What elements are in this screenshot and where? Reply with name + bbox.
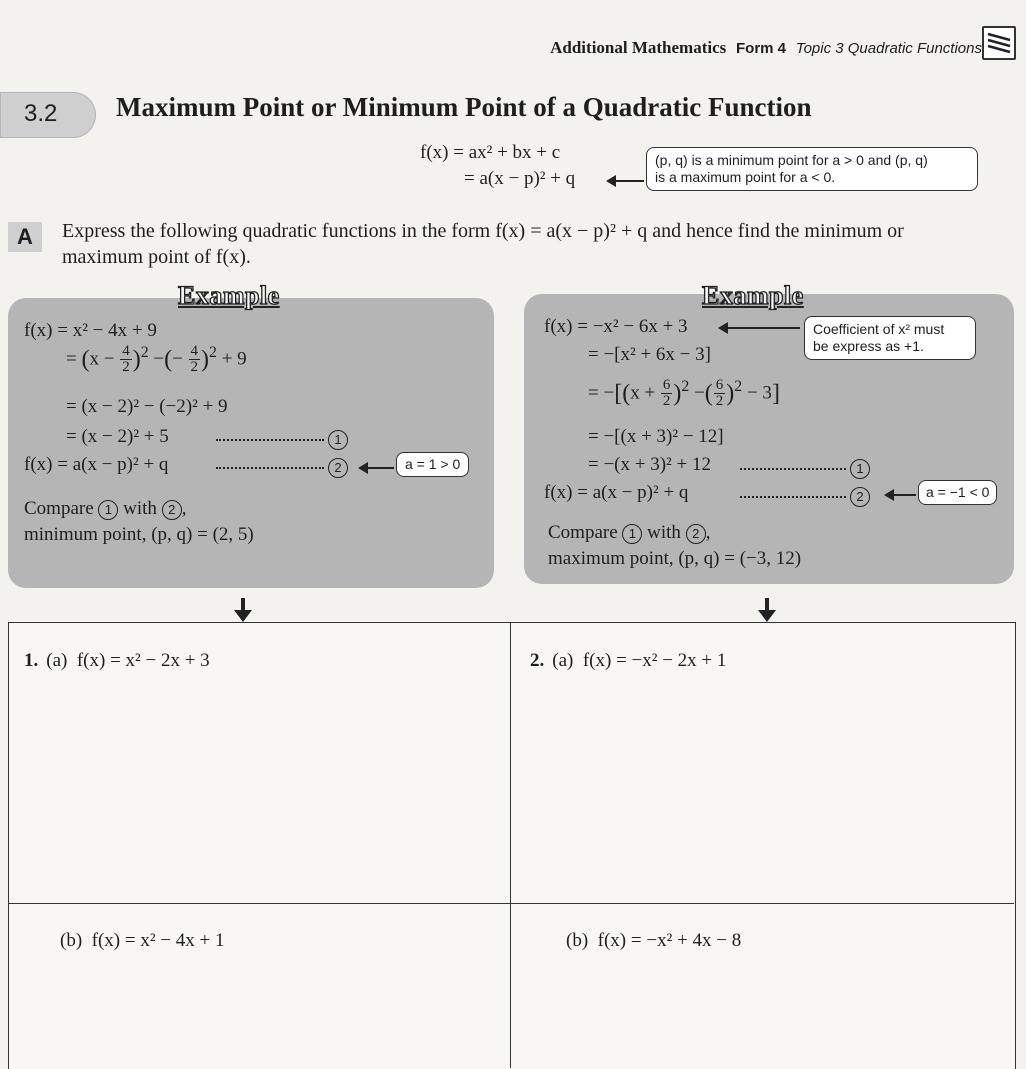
ex1-a-callout: a = 1 > 0 xyxy=(396,452,469,477)
ex1-line1: f(x) = x² − 4x + 9 xyxy=(24,320,157,341)
topic-label: Topic 3 Quadratic Functions xyxy=(795,40,982,57)
ex2-line5-marker: 1 xyxy=(740,459,870,479)
section-number-badge: 3.2 xyxy=(0,92,96,138)
ex2-result: maximum point, (p, q) = (−3, 12) xyxy=(548,548,802,569)
down-arrow-icon xyxy=(234,610,252,622)
general-form-line1: f(x) = ax² + bx + c xyxy=(420,142,561,163)
ex1-line4: = (x − 2)² + 5 xyxy=(66,426,169,447)
publisher-logo-icon xyxy=(982,26,1016,60)
left-arrow-icon xyxy=(720,327,800,329)
section-title: Maximum Point or Minimum Point of a Quadratic Function xyxy=(116,92,812,122)
example1-heading: Example xyxy=(178,281,280,310)
part-a-instruction xyxy=(62,218,1022,270)
ex2-line5: = −(x + 3)² + 12 xyxy=(588,454,711,475)
ex1-line5: f(x) = a(x − p)² + q xyxy=(24,454,169,475)
example2-heading: Example xyxy=(702,281,804,310)
ex2-line6: f(x) = a(x − p)² + q xyxy=(544,482,689,503)
ex2-line3: = −[(x + $\frac{6}{2}$ )$^2$ −( $\frac{6}{2}$ )$^2$ − 3] xyxy=(588,377,780,410)
general-form-line2: = a(x − p)² + q xyxy=(464,168,576,189)
answer-grid xyxy=(8,622,1016,1069)
ex1-line5-marker: 2 xyxy=(216,458,348,478)
part-a-badge: A xyxy=(8,222,42,252)
ex1-line4-marker: 1 xyxy=(216,430,348,450)
running-header xyxy=(550,38,982,58)
left-arrow-icon xyxy=(360,467,394,469)
ex2-coefficient-callout: Coefficient of x² must be express as +1. xyxy=(804,316,976,360)
question-1a: 1. (a) f(x) = x² − 2x + 3 xyxy=(24,650,210,671)
ex2-line4: = −[(x + 3)² − 12] xyxy=(588,426,724,447)
callout-line2: is a maximum point for a < 0. xyxy=(655,169,836,185)
ex1-compare: Compare 1 with 2 , xyxy=(24,498,187,519)
left-arrow-icon xyxy=(886,494,916,496)
ex2-line6-marker: 2 xyxy=(740,487,870,507)
subject-name: Additional Mathematics xyxy=(550,38,727,57)
ex2-a-callout: a = −1 < 0 xyxy=(918,480,997,505)
callout-line1: (p, q) is a minimum point for a > 0 and (p, q) xyxy=(655,152,928,168)
ex1-line2: = (x − $\frac{4}{2}$ )$^2$ −(− $\frac{4}{2}$ )$^2$ + 9 xyxy=(66,343,247,376)
instruction-line1: Express the following quadratic functions in the form f(x) = a(x − p)² + q and hence find the minimum or xyxy=(62,220,904,242)
form-label: Form 4 xyxy=(736,40,787,57)
ex1-line3: = (x − 2)² − (−2)² + 9 xyxy=(66,396,228,417)
question-2a: 2. (a) f(x) = −x² − 2x + 1 xyxy=(530,650,727,671)
grid-divider-horizontal xyxy=(8,903,1014,904)
question-2b: (b) f(x) = −x² + 4x − 8 xyxy=(566,930,742,951)
instruction-line2: maximum point of f(x). xyxy=(62,246,251,268)
left-arrow-icon xyxy=(608,180,644,182)
ex2-line1: f(x) = −x² − 6x + 3 xyxy=(544,316,688,337)
min-max-callout xyxy=(646,147,978,191)
down-arrow-icon xyxy=(758,610,776,622)
ex1-result: minimum point, (p, q) = (2, 5) xyxy=(24,524,254,545)
ex2-line2: = −[x² + 6x − 3] xyxy=(588,344,711,365)
ex2-compare: Compare 1 with 2 , xyxy=(548,522,711,543)
question-1b: (b) f(x) = x² − 4x + 1 xyxy=(60,930,225,951)
grid-divider-vertical xyxy=(510,622,511,1068)
